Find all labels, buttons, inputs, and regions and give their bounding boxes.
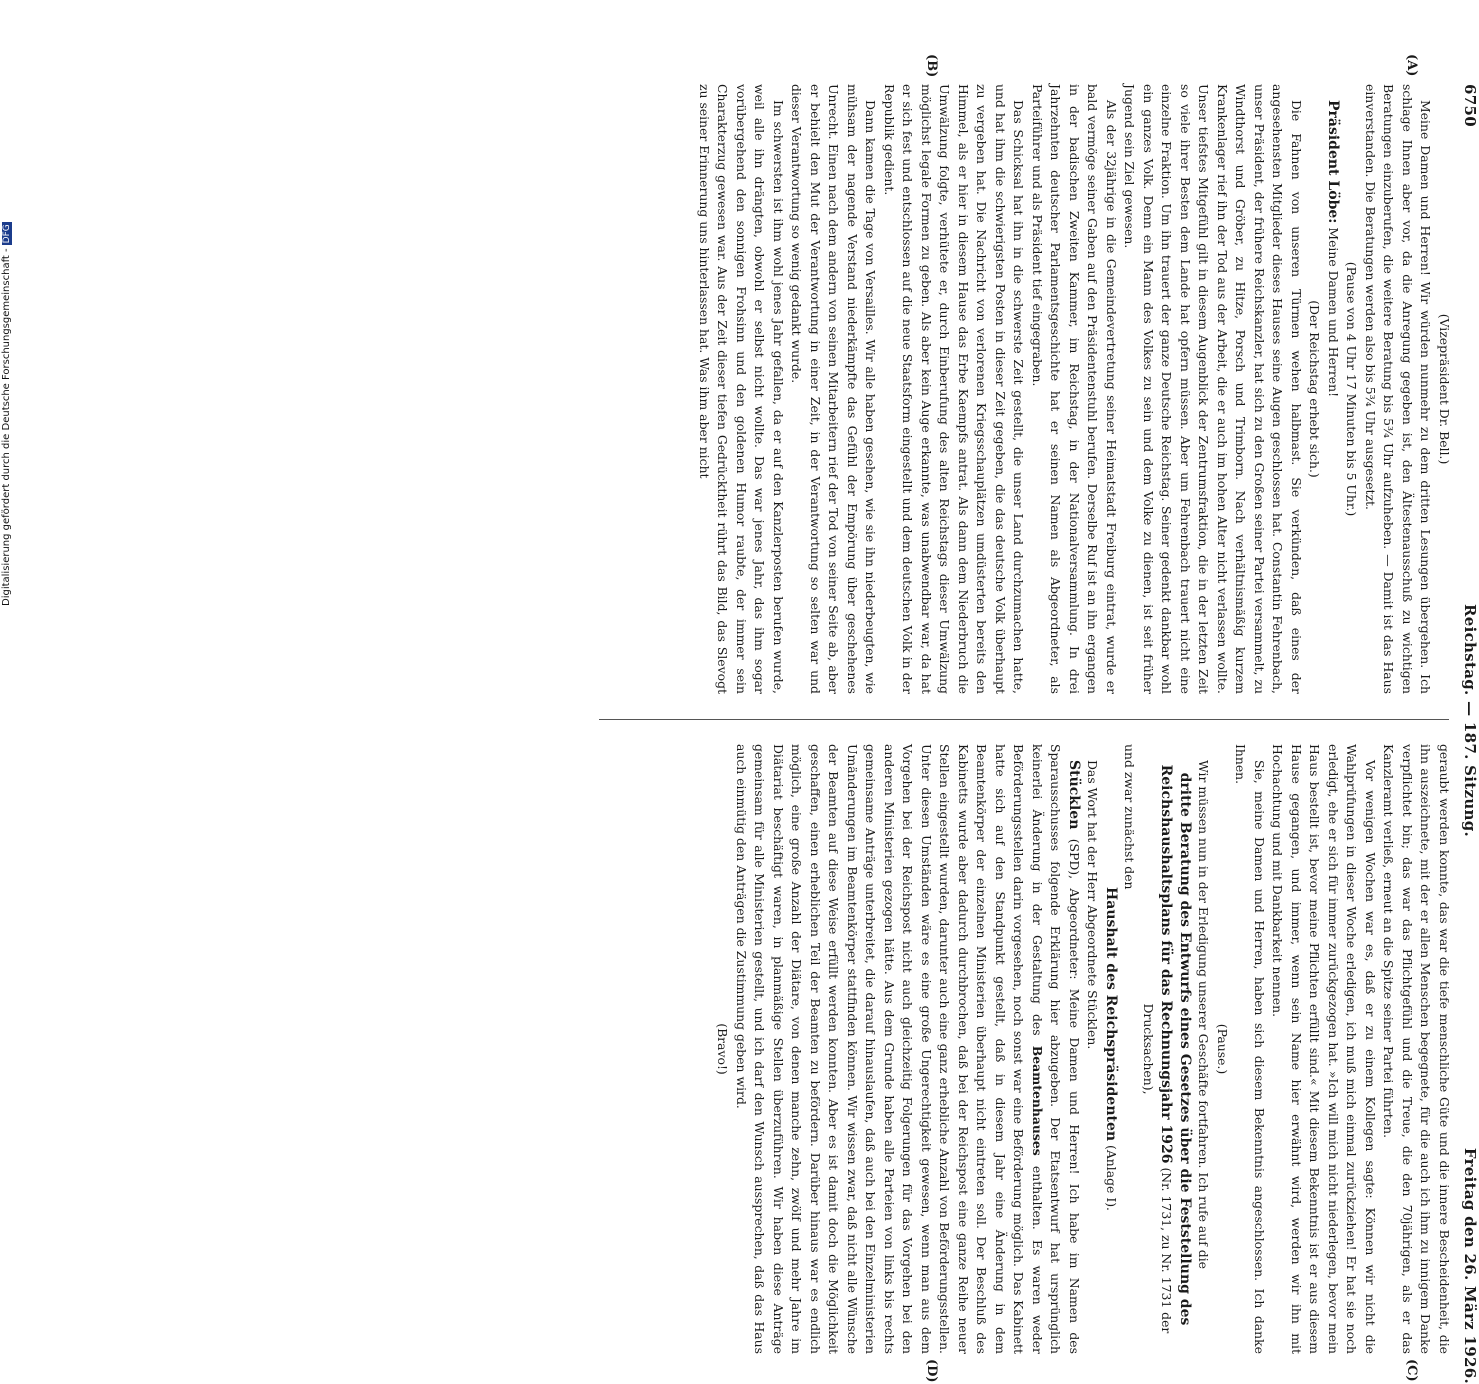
- paragraph: Das Wort hat der Herr Abgeordnete Stücklen.: [1085, 760, 1101, 1050]
- speaker-text: (SPD), Abgeordneter: Meine Damen und Herren! Ich habe im Namen des Sparausschusses folgende Erklärung hier abzugeben. Der Etatsentwurf hat ursprünglich keinerlei Änderung in der Gestaltung des: [1030, 744, 1082, 1354]
- page-number: 6750: [1461, 84, 1479, 127]
- side-note-text: Digitalisierung gefördert durch die Deutsche Forschungsgemeinschaft -: [1, 248, 12, 606]
- speaker-text-cont: enthalten. Es waren weder Beförderungsstellen darin vorgesehen, noch sonst war eine Beförderung möglich. Das Kabinett hatte sich auf den Standpunkt gestellt, daß in diesem Jahr eine Änderung in dem Beamtenkörper der einzelnen Ministerien überhaupt nicht eintreten soll. Der Beschluß des Kabinetts wurde aber dadurch durchbrochen, daß bei der Reichspost eine ganze Reihe neuer Stellen eingestellt wurden, darunter auch eine ganz erhebliche Anzahl von Beförderungsstellen. Unter diesen Umständen wäre es eine große Ungerechtigkeit gewesen, wenn man aus dem Vorgehen bei der Reichspost nicht auch gleichzeitig Folgerungen für das Vorgehen bei den anderen Ministerien gezogen hätte. Aus dem Grunde haben alle Parteien von links bis rechts gemeinsame Anträge unterbreitet, die darauf hinauslaufen, daß auch bei den Einzelministerien Umänderungen im Beamtenkörper stattfinden können. Wir wissen zwar, daß nicht alle Wünsche der Beamten auf diese Weise erfüllt werden konnten. Aber es ist damit doch die Möglichkeit geschaffen, einen erheblichen Teil der Beamten zu befördern. Darüber hinaus war es endlich möglich, eine große Anzahl der Diätare, von denen manche zehn, zwölf und mehr Jahre im Diätariat beschäftigt waren, in planmäßige Stellen überzuführen. Wir haben diese Anträge gemeinsam für alle Ministerien gestellt, und ich darf den Wunsch aussprechen, daß das Haus auch einmütig den Anträgen die Zustimmung geben wird.: [734, 744, 1045, 1354]
- side-note: [1, 220, 15, 606]
- agenda-item-ref: (Nr. 1731, zu Nr. 1731 der Drucksachen),: [1141, 1003, 1175, 1334]
- paragraph: Das Schicksal hat ihn in die schwerste Zeit gestellt, die unser Land durchzumachen hatte, und hat ihm die schwierigsten Posten in dieser Zeit gegeben, die das deutsche Volk überhaupt zu vergeben hat. Die Nachricht von verlorenen Kriegsschauplätzen umdüsterten bereits den Himmel, als er hier in diesem Hause das Erbe Kaempfs antrat. Als dann dem Niederbruch die Umwälzung folgte, verhütete er, durch Einberufung des alten Reichstags dieser Umwälzung möglichst legale Formen zu geben. Als aber kein Auge erkannte, was unabwendbar war, da hat er sich fest und entschlossen auf die neue Staatsform eingestellt und dem deutschen Volk in der Republik gedient.: [882, 84, 1027, 694]
- paragraph: Vor wenigen Wochen war es, daß er zu einem Kollegen sagte: Können wir nicht die Wahlprüfungen in dieser Woche erledigen, ich muß mich einmal zurückziehen! Er hat sie noch erledigt, ehe er sich für immer zurückgezogen hat. »Ich will mich nicht niederlegen, bevor mein Haus bestellt ist, bevor meine Pflichten erfüllt sind.« Mit diesem Bekenntnis ist er aus diesem Hause gegangen, und immer, wenn sein Name hier erwähnt wird, werden wir ihn mit Hochachtung und mit Dankbarkeit nennen.: [1270, 744, 1378, 1354]
- pause-note: (Pause von 4 Uhr 17 Minuten bis 5 Uhr.): [1344, 261, 1360, 517]
- paragraph: geraubt werden konnte, das war die tiefe menschliche Güte und die innere Bescheidenheit, die ihn auszeichnete, mit der er allen Menschen begegnete, für die auch ich ihm zu innigem Danke verpflichtet bin; das war das Pflichtgefühl und die Treue, die den 70jährigen, als er das Kanzleramt verließ, erneut an die Spitze seiner Partei führten.: [1381, 744, 1452, 1354]
- paragraph: Wir müssen nun in der Erledigung unserer Geschäfte fortfahren. Ich rufe auf die: [1196, 760, 1212, 1269]
- page-header: [1459, 84, 1479, 1384]
- paragraph: und zwar zunächst den: [1122, 744, 1138, 890]
- session-title: Reichstag. — 187. Sitzung.: [1461, 604, 1479, 838]
- margin-letter-c: (C): [1404, 1359, 1419, 1382]
- dfg-badge: DFG: [2, 224, 12, 244]
- agenda-subitem-ref: (Anlage I).: [1104, 1145, 1119, 1211]
- applause-note: (Bravo!): [715, 1023, 731, 1075]
- paragraph: Im schwersten ist ihm wohl jenes Jahr gefallen, da er auf den Kanzlerposten berufen wurde, weil alle ihn drängten, obwohl er selbst nicht wollte. Das war jenes Jahr, das ihm sogar vorübergehend den sonnigen Frohsinn und den goldenen Humor raubte, der immer sein Charakterzug gewesen war. Aus der Zeit dieser tiefen Gedrücktheit rührt das Bild, das Slevogt zu seiner Erinnerung uns hinterlassen hat. Was ihm aber nicht: [697, 84, 786, 694]
- column-divider: [599, 719, 1449, 720]
- left-column: [695, 84, 1454, 694]
- margin-letter-b: (B): [924, 54, 939, 78]
- paragraph: Meine Damen und Herren! Wir würden nunmehr zu dem dritten Lesungen übergehen. Ich schlage Ihnen aber vor, da die Anregung gegeben ist, den Ältestenausschuß zu wichtigen Beratungen einzuberufen, die weitere Beratung bis 5¾ Uhr aufzuheben. — Damit ist das Haus einverstanden. Die Beratungen werden also bis 5¾ Uhr ausgesetzt.: [1363, 84, 1434, 694]
- margin-letter-d: (D): [924, 1359, 939, 1383]
- speaker-name: Stücklen: [1066, 760, 1082, 830]
- session-date: Freitag den 26. März 1926.: [1461, 1147, 1479, 1384]
- speaker-context: (Vizepräsident Dr. Bell.): [1437, 313, 1452, 465]
- right-column: [713, 744, 1453, 1354]
- speaker-text: Meine Damen und Herren!: [1326, 227, 1341, 398]
- emphasis-term: Beamtenhauses: [1030, 1045, 1045, 1156]
- speaker-name: Präsident Löbe:: [1325, 100, 1341, 224]
- pause-note: (Pause.): [1215, 1023, 1230, 1075]
- agenda-subitem-title: Haushalt des Reichspräsidenten: [1103, 887, 1119, 1142]
- paragraph: Als der 32jährige in die Gemeindevertretung seiner Heimatstadt Freiburg eintrat, wurde er bald vermöge seiner Gaben auf den Präsidentenstuhl berufen. Derselbe Ruf ist an ihn ergangen in der badischen Zweiten Kammer, im Reichstag, in der Nationalversammlung. In drei Jahrzehnten deutscher Parlamentsgeschichte hat er seinen Namen als Abgeordneter, als Parteiführer und als Präsident tief eingegraben.: [1030, 84, 1119, 694]
- paragraph: Dann kamen die Tage von Versailles. Wir alle haben gesehen, wie sie ihn niederbeugten, wie mühsam der nagende Verstand niederkämpfte das Gefühl der Empörung über geschehenes Unrecht. Einen nach dem andern von seinen Mitarbeitern rief der Tod von seiner Seite ab, aber er behielt den Mut der Verantwortung in einer Zeit, in der Verantwortung so selten war und dieser Verantwortung so wenig gedankt wurde.: [789, 84, 879, 694]
- paragraph: Die Fahnen von unseren Türmen wehen halbmast. Sie verkünden, daß eines der angesehensten Mitglieder dieses Hauses seine Augen geschlossen hat. Constantin Fehrenbach, unser Präsident, der frühere Reichskanzler, hat sich zu den Großen seiner Partei versammelt, zu Windthorst und Gröber, zu Hitze, Porsch und Trimborn. Nach verhältnismäßig kurzem Krankenlager rief ihn der Tod aus der Arbeit, die er auch im hohen Alter nicht verlassen wollte. Unser tiefstes Mitgefühl gilt in diesem Augenblick der Zentrumsfraktion, die in der letzten Zeit so viele ihrer Besten dem Lande hat opfern müssen. Aber um Fehrenbach trauert nicht eine einzelne Fraktion. Um ihn trauert der ganze Deutsche Reichstag. Seiner gedenkt dankbar wohl ein ganzes Volk. Denn ein Mann des Volkes zu sein und dem Volke zu dienen, ist seit früher Jugend sein Ziel gewesen.: [1122, 84, 1304, 694]
- margin-letter-a: (A): [1404, 54, 1419, 77]
- rotated-page: [579, 54, 1479, 1384]
- agenda-item-title: dritte Beratung des Entwurfs eines Gesetzes über die Feststellung des Reichshaushaltsplans für das Rechnungsjahr 1926: [1158, 764, 1193, 1326]
- paragraph: Sie, meine Damen und Herren, haben sich diesem Bekenntnis angeschlossen. Ich danke Ihnen.: [1233, 744, 1267, 1354]
- stage-direction: (Der Reichstag erhebt sich.): [1307, 300, 1323, 478]
